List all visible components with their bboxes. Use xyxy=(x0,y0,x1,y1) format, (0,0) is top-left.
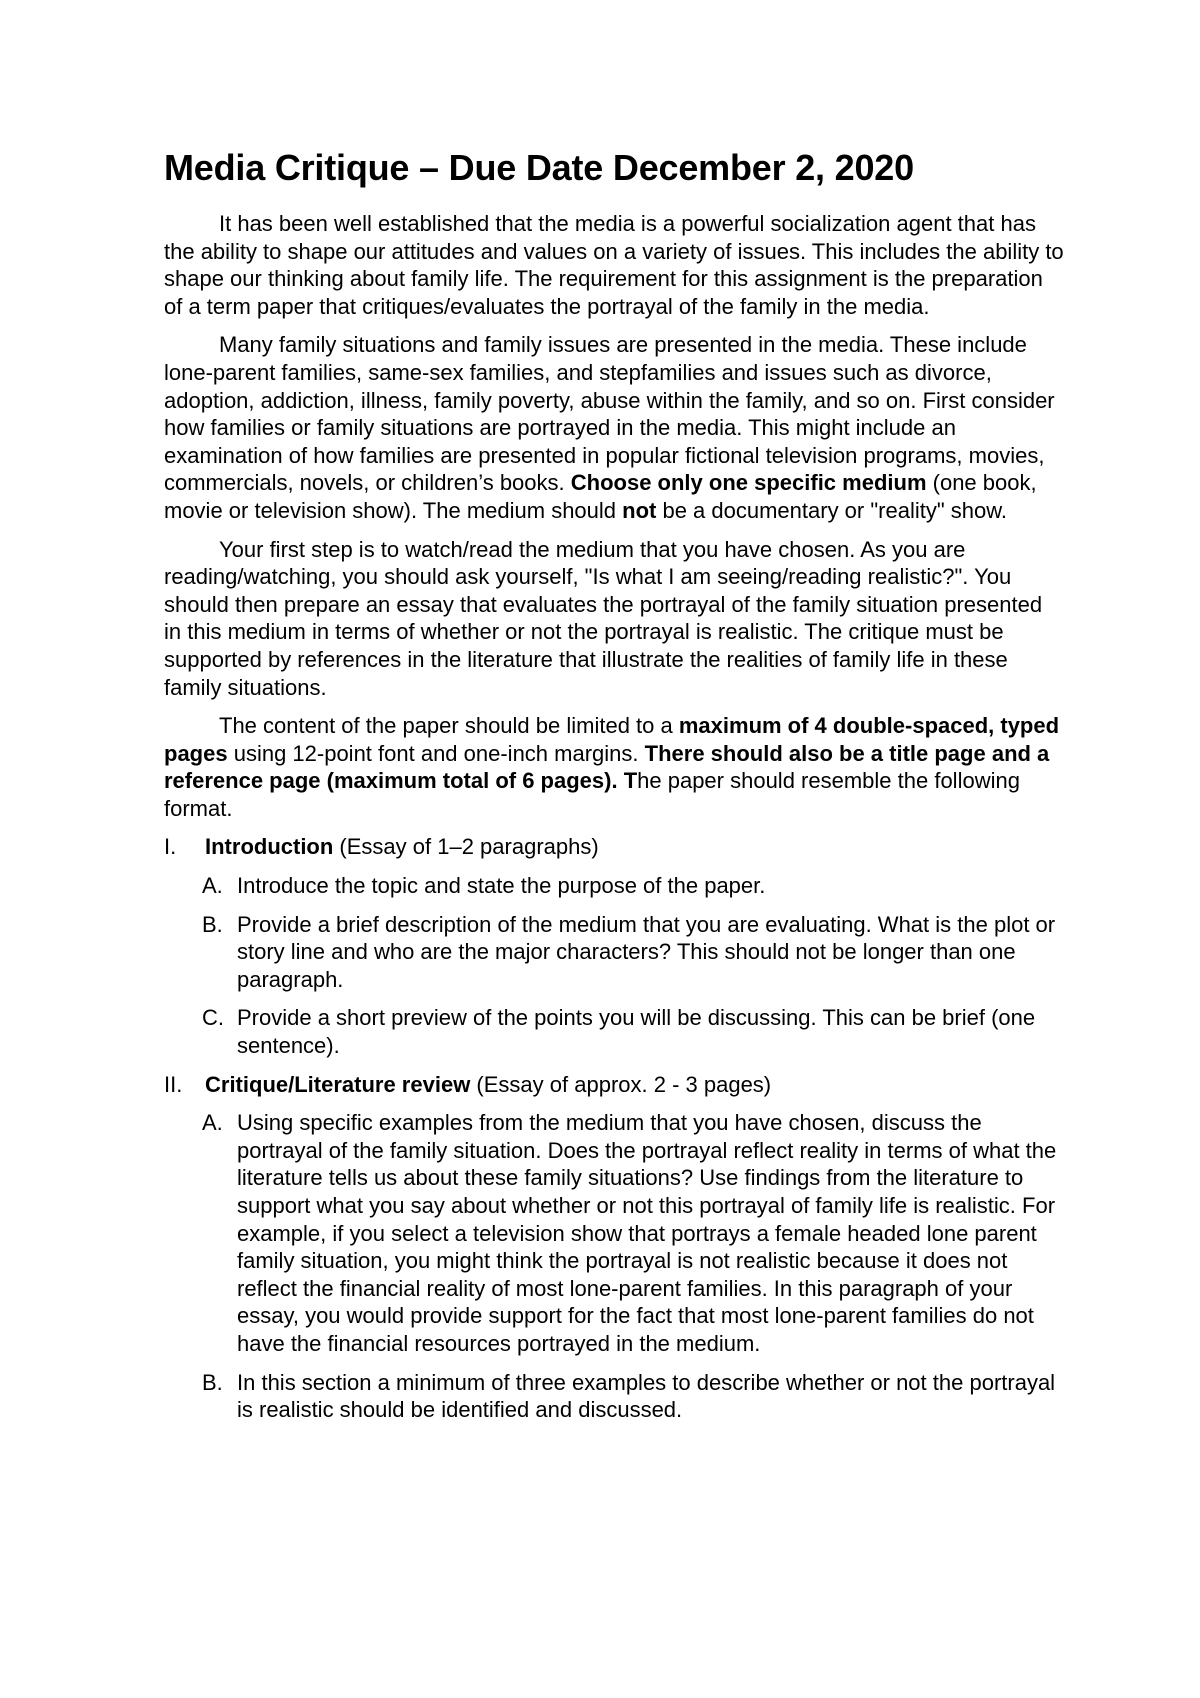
outline-section-critique xyxy=(164,1071,1064,1099)
choose-medium-emphasis: Choose only one specific medium xyxy=(570,470,927,496)
first-step-text: Your first step is to watch/read the medium that you have chosen. As you are reading/watching, you should ask yourself, "Is what I am seeing/reading realistic?". You should then prepare an essay that evaluates the portrayal of the family situation presented in this medium in terms of whether or not the portrayal is realistic. The critique must be supported by references in the literature that illustrate the realities of family life in these family situations. xyxy=(164,536,1043,700)
family-issues-paragraph xyxy=(164,331,1064,524)
section-numeral: II. xyxy=(164,1071,183,1097)
section-heading: Introduction xyxy=(205,834,334,860)
item-letter: A. xyxy=(202,1110,223,1136)
page-limit-emphasis: maximum of 4 double-spaced, typed pages xyxy=(164,713,1060,766)
outline-item xyxy=(164,1109,1064,1357)
page-title: Media Critique – Due Date December 2, 2020 xyxy=(164,147,914,188)
outline-item xyxy=(164,872,1064,900)
outline-item xyxy=(164,1004,1064,1059)
item-text: Introduce the topic and state the purpose of the paper. xyxy=(237,873,766,899)
not-emphasis: not xyxy=(622,497,657,523)
format-text-start: The content of the paper should be limited to a xyxy=(219,713,679,739)
font-margin-text: using 12-point font and one-inch margins. xyxy=(227,740,645,766)
format-text-end: he paper should resemble the following format. xyxy=(164,768,1020,821)
item-text: Provide a short preview of the points you will be discussing. This can be brief (one sentence). xyxy=(237,1005,1036,1059)
outline-item xyxy=(164,911,1064,994)
intro-text: It has been well established that the media is a powerful socialization agent that has the ability to shape our attitudes and values on a variety of issues. This includes the ability to shape our thinking about family life. The requirement for this assignment is the preparation of a term paper that critiques/evaluates the portrayal of the family in the media. xyxy=(164,211,1064,319)
document-body xyxy=(164,146,1064,1435)
item-text: Provide a brief description of the medium that you are evaluating. What is the plot or story line and who are the major characters? This should not be longer than one paragraph. xyxy=(237,911,1056,992)
family-issues-text: Many family situations and family issues are presented in the media. These include lone-parent families, same-sex families, and stepfamilies and issues such as divorce, adoption, addiction, illness, family poverty, abuse within the family, and so on. First consider how families or family situations are portrayed in the media. This might include an examination of how families are presented in popular fictional television programs, movies, commercials, novels, or children’s books. xyxy=(164,332,1055,496)
outline-section-introduction xyxy=(164,833,1064,861)
format-paragraph xyxy=(164,712,1064,822)
documentary-text: be a documentary or "reality" show. xyxy=(656,497,1008,523)
item-letter: C. xyxy=(202,1005,224,1031)
section-heading: Critique/Literature review xyxy=(205,1071,471,1097)
item-letter: B. xyxy=(202,911,223,937)
item-text: In this section a minimum of three examples to describe whether or not the portrayal is realistic should be identified and discussed. xyxy=(237,1369,1056,1423)
section-numeral: I. xyxy=(164,834,177,860)
section-note: (Essay of 1–2 paragraphs) xyxy=(333,834,599,860)
item-text: Using specific examples from the medium that you have chosen, discuss the portrayal of the family situation. Does the portrayal reflect reality in terms of what the literature tells us about these family situations? Use findings from the literature to support what you say about whether or not this portrayal of family life is realistic. For example, if you select a television show that portrays a female headed lone parent family situation, you might think the portrayal is not realistic because it does not reflect the financial reality of most lone-parent families. In this paragraph of your essay, you would provide support for the fact that most lone-parent families do not have the financial resources portrayed in the medium. xyxy=(237,1110,1057,1356)
title-reference-emphasis: There should also be a title page and a reference page (maximum total of 6 pages). T xyxy=(164,740,1050,794)
item-letter: A. xyxy=(202,873,223,899)
medium-description-text: (one book, movie or television show). The medium should xyxy=(164,470,1037,523)
outline-item xyxy=(164,1369,1064,1424)
intro-paragraph xyxy=(164,210,1064,320)
item-letter: B. xyxy=(202,1369,223,1395)
first-step-paragraph xyxy=(164,536,1064,702)
section-note: (Essay of approx. 2 - 3 pages) xyxy=(470,1071,772,1097)
